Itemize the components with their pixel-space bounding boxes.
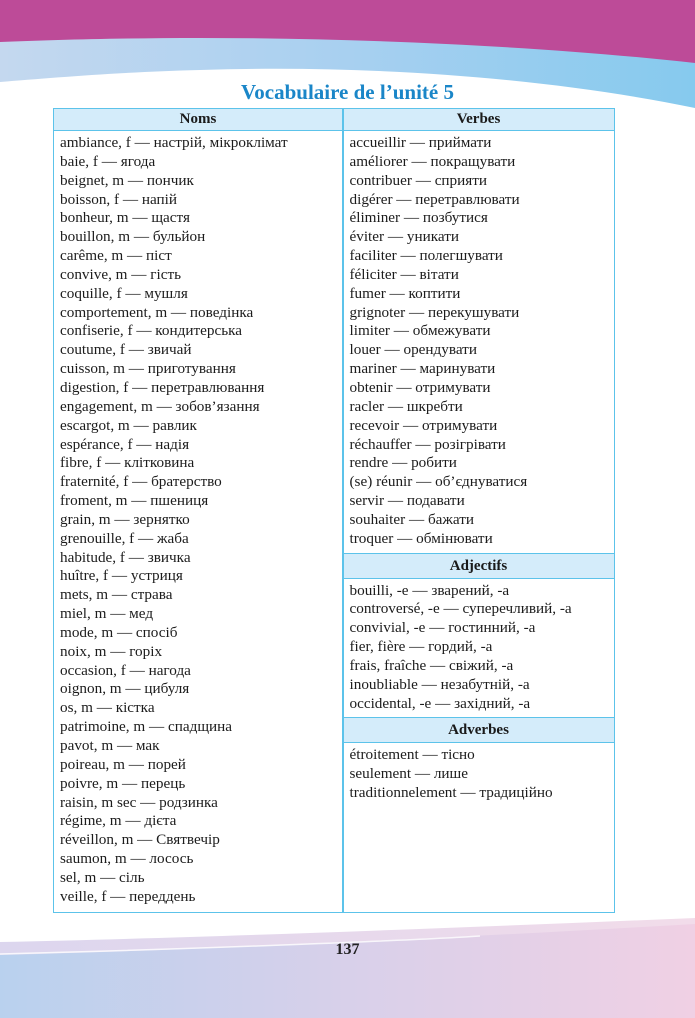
noms-column bbox=[54, 109, 342, 911]
list-item: escargot, m — равлик bbox=[60, 416, 197, 434]
list-item: occidental, -e — західний, -а bbox=[349, 694, 531, 712]
list-item: accueillir — приймати bbox=[349, 134, 492, 151]
noms-header: Noms bbox=[54, 109, 342, 131]
verbes-list bbox=[344, 131, 614, 553]
verbes-header: Verbes bbox=[344, 109, 614, 131]
list-item: grain, m — зернятко bbox=[60, 510, 190, 528]
list-item: froment, m — пшениця bbox=[60, 492, 209, 510]
list-item: cuisson, m — приготування bbox=[60, 360, 236, 378]
list-item: convivial, -e — гостинний, -а bbox=[349, 619, 536, 637]
list-item: coutume, f — звичай bbox=[60, 341, 192, 359]
list-item: fraternité, f — братерство bbox=[60, 473, 222, 491]
list-item: mets, m — страва bbox=[60, 586, 173, 604]
list-item: miel, m — мед bbox=[60, 605, 154, 623]
list-item: patrimoine, m — спадщина bbox=[60, 718, 233, 736]
list-item: racler — шкребти bbox=[349, 397, 463, 415]
list-item: faciliter — полегшувати bbox=[349, 247, 503, 265]
list-item: digérer — перетравлювати bbox=[349, 190, 520, 208]
list-item: baie, f — ягода bbox=[60, 152, 156, 170]
list-item: limiter — обмежувати bbox=[349, 322, 491, 340]
list-item: coquille, f — мушля bbox=[60, 284, 188, 302]
list-item: contribuer — сприяти bbox=[349, 171, 488, 189]
adjectifs-list bbox=[344, 579, 614, 718]
list-item: grignoter — перекушувати bbox=[349, 303, 520, 321]
list-item: fibre, f — клітковина bbox=[60, 454, 195, 472]
page-title: Vocabulaire de l’unité 5 bbox=[241, 80, 454, 104]
list-item: traditionnelement — традиційно bbox=[349, 784, 553, 802]
list-item: poireau, m — порей bbox=[60, 755, 186, 773]
list-item: éviter — уникати bbox=[349, 228, 459, 246]
list-item: fumer — коптити bbox=[349, 284, 461, 302]
list-item: réveillon, m — Святвечір bbox=[60, 831, 220, 849]
list-item: mariner — маринувати bbox=[349, 360, 496, 378]
list-item: seulement — лише bbox=[349, 765, 468, 783]
list-item: ambiance, f — настрій, мікроклімат bbox=[60, 134, 288, 151]
list-item: inoubliable — незабутній, -а bbox=[349, 675, 530, 693]
list-item: noix, m — горіх bbox=[60, 642, 163, 660]
list-item: féliciter — вітати bbox=[349, 265, 459, 283]
list-item: comportement, m — поведінка bbox=[60, 303, 254, 321]
list-item: mode, m — спосіб bbox=[60, 623, 178, 641]
list-item: veille, f — переддень bbox=[60, 887, 196, 905]
list-item: obtenir — отримувати bbox=[349, 378, 491, 396]
list-item: frais, fraîche — свіжий, -а bbox=[349, 656, 514, 674]
list-item: souhaiter — бажати bbox=[349, 510, 475, 528]
list-item: bouillon, m — бульйон bbox=[60, 228, 206, 246]
list-item: raisin, m sec — родзинка bbox=[60, 793, 218, 811]
list-item: huître, f — устриця bbox=[60, 567, 183, 585]
list-item: pavot, m — мак bbox=[60, 737, 160, 754]
list-item: réchauffer — розігрівати bbox=[349, 435, 506, 453]
list-item: beignet, m — пончик bbox=[60, 171, 194, 189]
list-item: étroitement — тісно bbox=[349, 746, 475, 764]
list-item: confiserie, f — кондитерська bbox=[60, 322, 243, 340]
list-item: controversé, -e — суперечливий, -а bbox=[349, 600, 572, 618]
page-number: 137 bbox=[335, 941, 360, 958]
list-item: bouilli, -e — зварений, -а bbox=[349, 581, 510, 599]
list-item: convive, m — гість bbox=[60, 265, 182, 283]
list-item: servir — подавати bbox=[349, 492, 465, 510]
list-item: poivre, m — перець bbox=[60, 774, 186, 792]
list-item: habitude, f — звичка bbox=[60, 548, 191, 566]
noms-list bbox=[54, 131, 342, 911]
list-item: éliminer — позбутися bbox=[349, 209, 488, 227]
list-item: troquer — обмінювати bbox=[349, 529, 493, 547]
list-item: carême, m — піст bbox=[60, 247, 172, 265]
list-item: améliorer — покращувати bbox=[349, 152, 516, 170]
list-item: recevoir — отримувати bbox=[349, 416, 498, 434]
list-item: engagement, m — зобов’язання bbox=[60, 397, 260, 415]
adverbes-list bbox=[344, 743, 614, 807]
list-item: os, m — кістка bbox=[60, 699, 155, 717]
list-item: digestion, f — перетравлювання bbox=[60, 378, 265, 396]
list-item: saumon, m — лосось bbox=[60, 850, 194, 868]
vocabulary-table bbox=[53, 108, 615, 913]
adjectifs-header: Adjectifs bbox=[344, 553, 614, 579]
list-item: fier, fière — гордий, -а bbox=[349, 638, 493, 656]
list-item: rendre — робити bbox=[349, 454, 457, 472]
list-item: régime, m — дієта bbox=[60, 812, 177, 830]
list-item: (se) réunir — об’єднуватися bbox=[349, 473, 528, 491]
list-item: oignon, m — цибуля bbox=[60, 680, 190, 698]
list-item: espérance, f — надія bbox=[60, 435, 190, 453]
list-item: louer — орендувати bbox=[349, 341, 477, 359]
list-item: boisson, f — напій bbox=[60, 190, 177, 208]
right-column bbox=[344, 109, 614, 807]
adverbes-header: Adverbes bbox=[344, 717, 614, 743]
bottom-decorative-band bbox=[0, 910, 695, 1018]
list-item: sel, m — сіль bbox=[60, 868, 145, 886]
list-item: bonheur, m — щастя bbox=[60, 209, 190, 227]
list-item: grenouille, f — жаба bbox=[60, 529, 189, 547]
list-item: occasion, f — нагода bbox=[60, 661, 191, 679]
